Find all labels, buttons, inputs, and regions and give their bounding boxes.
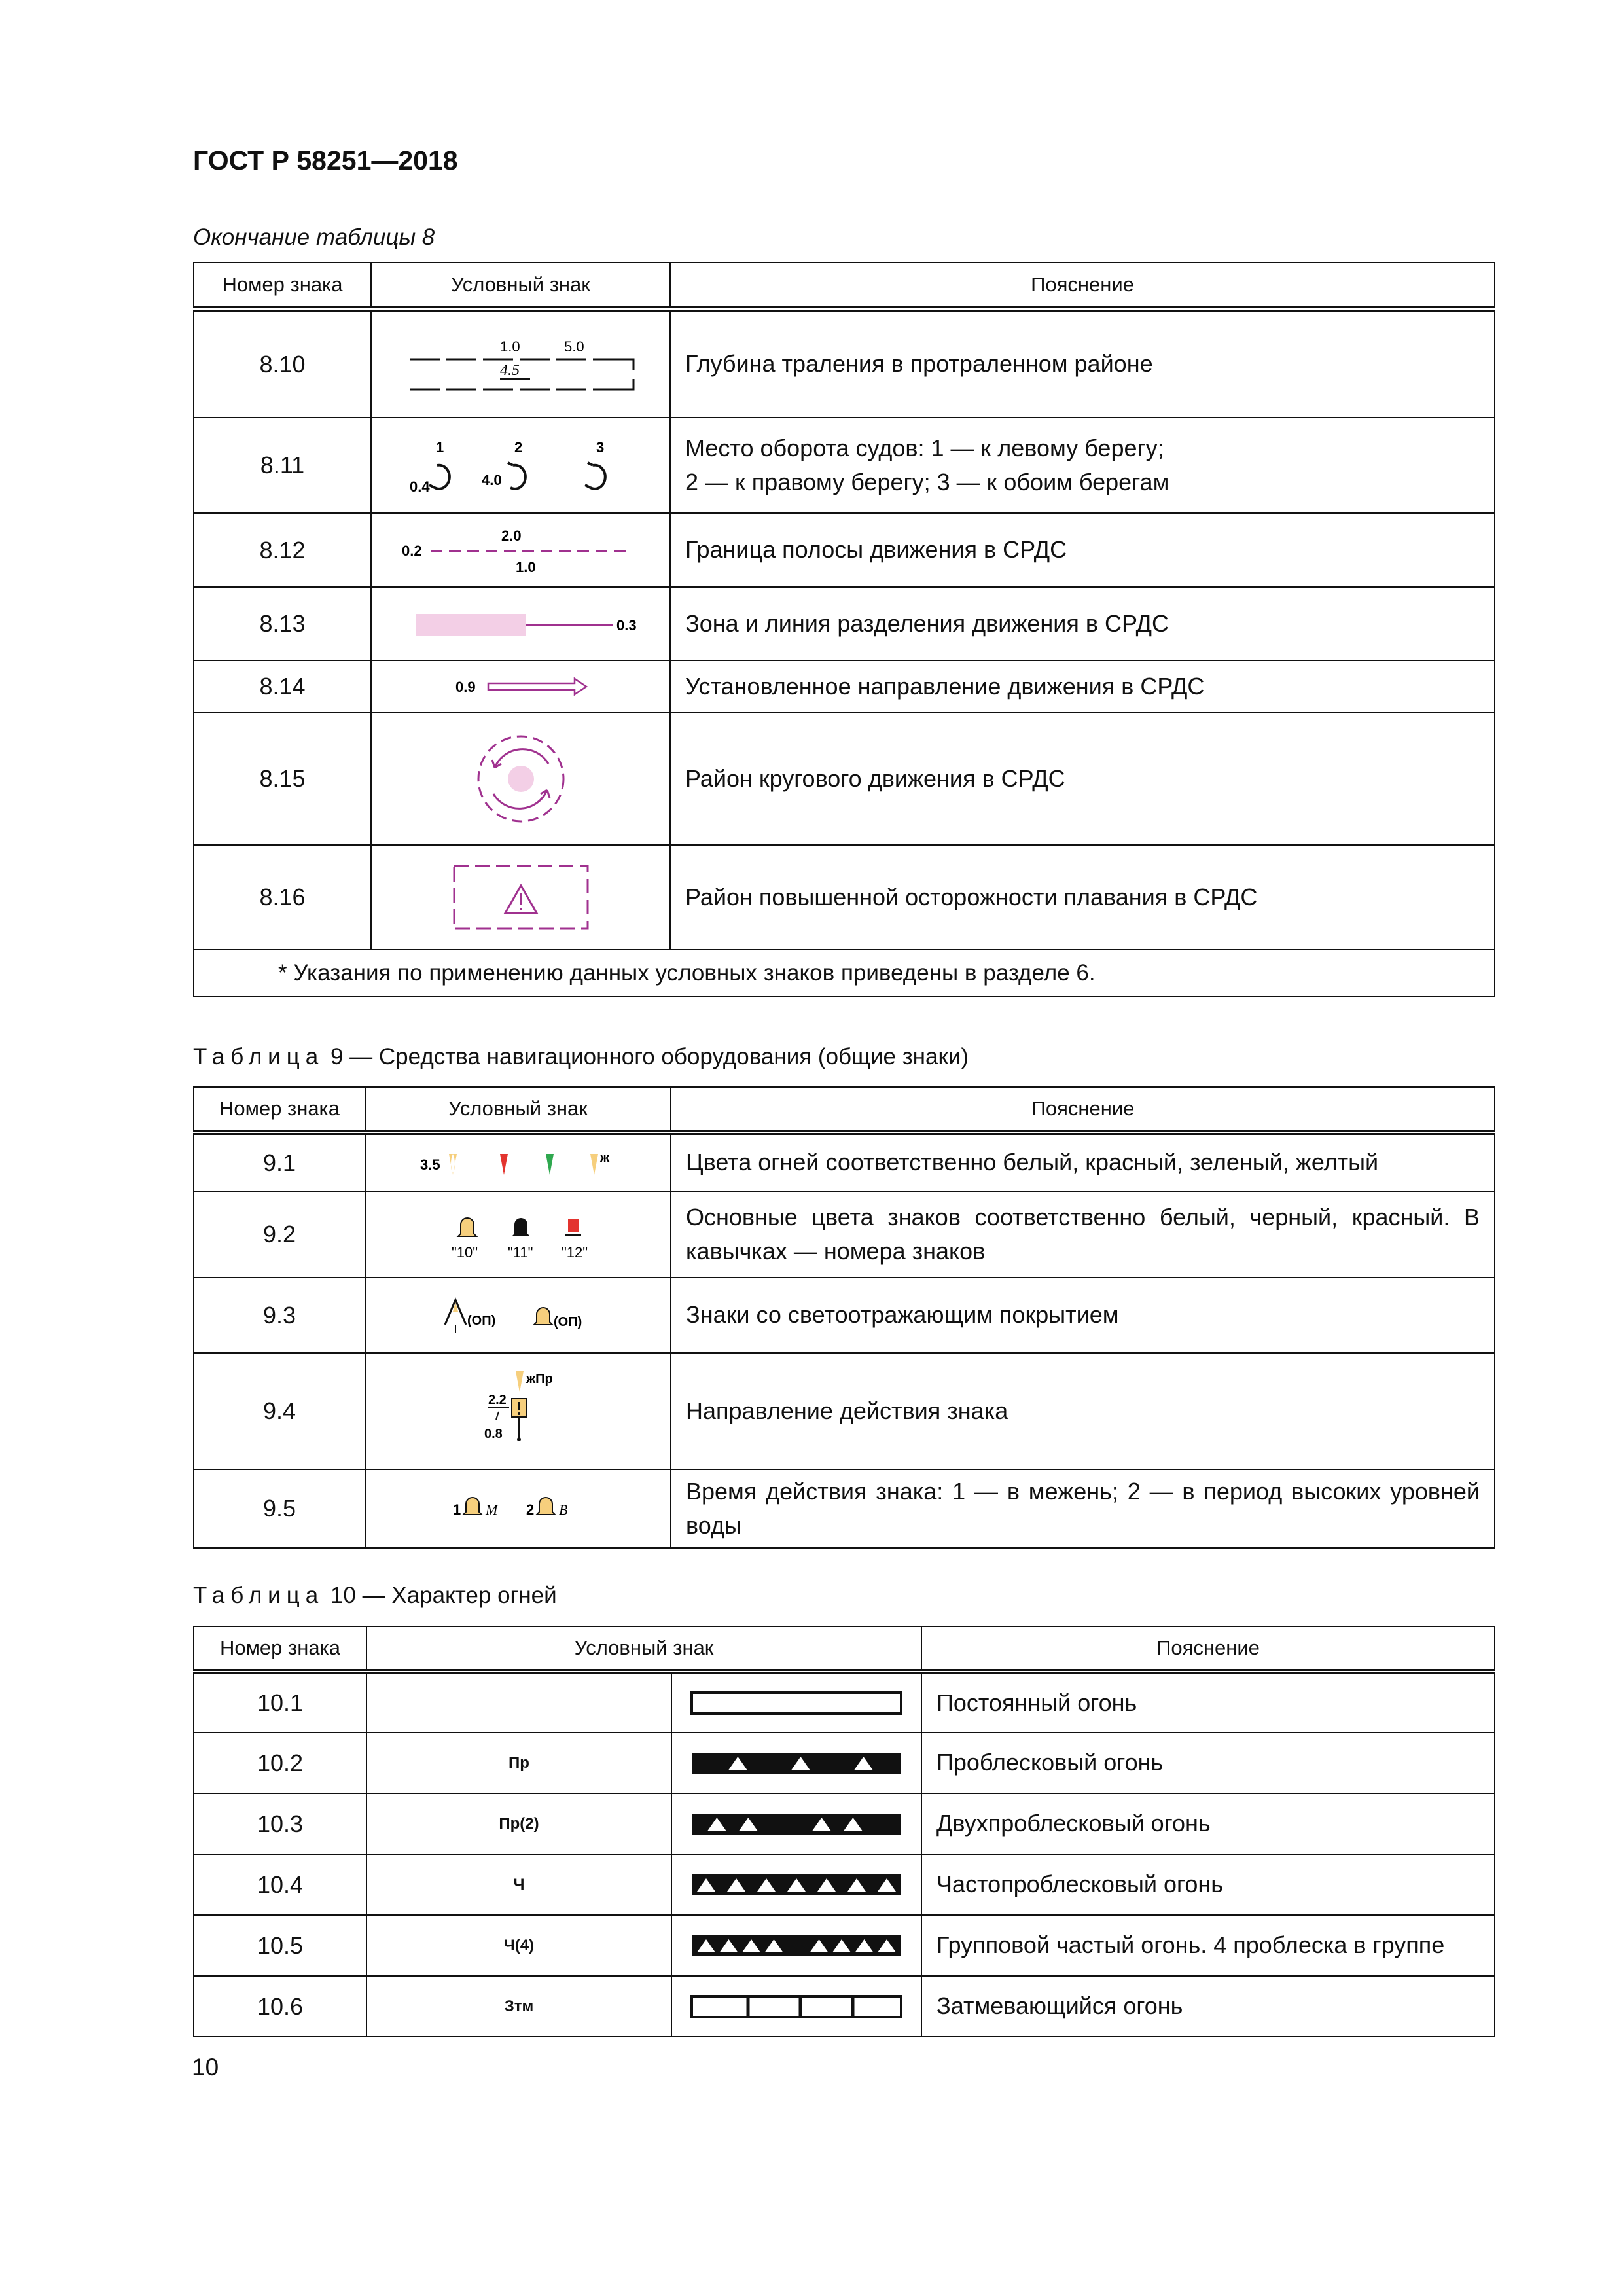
- sign-explanation: Район повышенной осторожности плавания в СРДС: [670, 845, 1495, 950]
- label: "11": [507, 1244, 533, 1261]
- sign-explanation: Основные цвета знаков соответственно белый, черный, красный. В кавычках — номера знаков: [671, 1191, 1495, 1278]
- explanation-line: 2 — к правому берегу; 3 — к обоим берегам: [685, 469, 1169, 495]
- label: 2: [526, 1501, 534, 1518]
- sign-explanation: Направление действия знака: [671, 1353, 1495, 1469]
- sign-number: 8.15: [194, 713, 371, 845]
- sign-explanation: [670, 418, 1495, 513]
- sign-symbol: [365, 1353, 671, 1469]
- table-row: [194, 1854, 1495, 1915]
- label: В: [558, 1501, 567, 1518]
- table-row: [194, 845, 1495, 950]
- sign-number: 9.3: [194, 1278, 365, 1353]
- sign-symbol: [371, 713, 670, 845]
- label: 5.0: [563, 338, 584, 355]
- sign-explanation: Двухпроблесковый огонь: [921, 1793, 1495, 1854]
- label: 0.2: [401, 542, 422, 559]
- sign-direction-symbol: [401, 1362, 636, 1460]
- label: 1: [452, 1501, 461, 1518]
- label: "12": [561, 1244, 588, 1261]
- light-character-cell: [671, 1672, 921, 1732]
- label: 0.8: [484, 1427, 503, 1441]
- light-character-strip: [688, 1689, 904, 1717]
- label: 0.3: [616, 617, 637, 634]
- label: 1: [435, 439, 444, 456]
- strip-frame: [692, 1693, 901, 1713]
- sign-explanation: Район кругового движения в СРДС: [670, 713, 1495, 845]
- light-colors-symbol: [401, 1143, 636, 1183]
- label: 0.4: [409, 478, 430, 495]
- document-header: ГОСТ Р 58251—2018: [193, 145, 458, 175]
- sign-number: 10.6: [194, 1976, 366, 2037]
- light-code: Пр: [366, 1732, 671, 1793]
- light-character-cell: [671, 1793, 921, 1854]
- table-row: [194, 309, 1495, 418]
- light-character-cell: [671, 1976, 921, 2037]
- white-sign-icon: [458, 1218, 476, 1236]
- table-header-row: [194, 262, 1495, 309]
- sign-number: 9.2: [194, 1191, 365, 1278]
- table-header-row: [194, 1626, 1495, 1672]
- light-character-cell: [671, 1854, 921, 1915]
- label: 4.0: [481, 472, 502, 488]
- light-code: [366, 1672, 671, 1732]
- light-character-cell: [671, 1732, 921, 1793]
- col-header-number: Номер знака: [194, 1626, 366, 1672]
- light-character-strip: [688, 1810, 904, 1839]
- sign-symbol: [371, 418, 670, 513]
- sign-symbol: [365, 1191, 671, 1278]
- table-row: [194, 418, 1495, 513]
- caption-text: 9 — Средства навигационного оборудования (общие знаки): [330, 1044, 969, 1069]
- turning-place-symbol: [397, 426, 645, 505]
- table8-caption: Окончание таблицы 8: [193, 224, 435, 250]
- table-footnote-row: [194, 950, 1495, 997]
- label: 1.0: [499, 338, 520, 355]
- table10-caption: [193, 1583, 557, 1609]
- caption-prefix: Таблица: [193, 1583, 325, 1608]
- table-row: [194, 1732, 1495, 1793]
- sign-number: 9.1: [194, 1132, 365, 1191]
- sign-symbol: [365, 1278, 671, 1353]
- col-header-symbol: Условный знак: [366, 1626, 921, 1672]
- yellow-light-icon: [590, 1154, 598, 1175]
- sign-number: 9.4: [194, 1353, 365, 1469]
- col-header-explanation: Пояснение: [921, 1626, 1495, 1672]
- turn-both-icon: [590, 465, 605, 489]
- col-header-symbol: Условный знак: [365, 1087, 671, 1132]
- strip-frame: [692, 1935, 901, 1956]
- sign-number: 10.4: [194, 1854, 366, 1915]
- roundabout-symbol: [397, 723, 645, 834]
- label: ж: [599, 1150, 609, 1165]
- label: жПр: [526, 1372, 553, 1386]
- table-row: [194, 513, 1495, 587]
- label: 4.5: [499, 361, 520, 379]
- sign-symbol: [371, 660, 670, 713]
- table-row: [194, 1278, 1495, 1353]
- sign-explanation: Проблесковый огонь: [921, 1732, 1495, 1793]
- label: 2: [514, 439, 522, 456]
- table-row: [194, 587, 1495, 660]
- light-character-strip: [688, 1931, 904, 1960]
- table-row: [194, 1191, 1495, 1278]
- red-sign-icon: [568, 1219, 579, 1232]
- sign-explanation: Граница полосы движения в СРДС: [670, 513, 1495, 587]
- caption-text: 10 — Характер огней: [330, 1583, 557, 1608]
- sign-number: 8.16: [194, 845, 371, 950]
- sign-number: 10.1: [194, 1672, 366, 1732]
- sign-number: 10.5: [194, 1915, 366, 1976]
- sign-explanation: Цвета огней соответственно белый, красный, зеленый, желтый: [671, 1132, 1495, 1191]
- col-header-number: Номер знака: [194, 262, 371, 309]
- explanation-line: Место оборота судов: 1 — к левому берегу;: [685, 434, 1164, 461]
- light-character-cell: [671, 1915, 921, 1976]
- table9-caption: [193, 1044, 969, 1070]
- table-row: [194, 1353, 1495, 1469]
- label: 2.2: [488, 1393, 507, 1407]
- traffic-direction-symbol: [397, 670, 645, 703]
- sign-explanation: Время действия знака: 1 — в межень; 2 — в период высоких уровней воды: [671, 1469, 1495, 1548]
- col-header-symbol: Условный знак: [371, 262, 670, 309]
- sign-explanation: Постоянный огонь: [921, 1672, 1495, 1732]
- white-light-icon: [449, 1154, 457, 1175]
- strip-frame: [692, 1996, 901, 2017]
- sign-explanation: Групповой частый огонь. 4 проблеска в группе: [921, 1915, 1495, 1976]
- sign-symbol: [371, 513, 670, 587]
- table-row: [194, 1469, 1495, 1548]
- label: (ОП): [467, 1313, 495, 1328]
- label: 2.0: [501, 527, 522, 544]
- arrow-right-icon: [488, 679, 586, 694]
- sign-number: 8.11: [194, 418, 371, 513]
- label: (ОП): [553, 1314, 582, 1329]
- turn-right-icon: [510, 465, 526, 489]
- table-row: [194, 713, 1495, 845]
- table-8: [193, 262, 1495, 997]
- table-row: [194, 1976, 1495, 2037]
- table-footnote: * Указания по применению данных условных знаков приведены в разделе 6.: [194, 950, 1495, 997]
- sign-symbol: [371, 309, 670, 418]
- light-character-strip: [688, 1992, 904, 2021]
- sign-number: 8.13: [194, 587, 371, 660]
- table-9: [193, 1086, 1495, 1549]
- sign-symbol: [371, 587, 670, 660]
- sign-explanation: Глубина траления в протраленном районе: [670, 309, 1495, 418]
- sign-period-symbol: [401, 1486, 636, 1532]
- caption-prefix: Таблица: [193, 1044, 325, 1069]
- sign-symbol: [365, 1469, 671, 1548]
- sign-number: 10.3: [194, 1793, 366, 1854]
- sign-explanation: Зона и линия разделения движения в СРДС: [670, 587, 1495, 660]
- table-row: [194, 1915, 1495, 1976]
- col-header-number: Номер знака: [194, 1087, 365, 1132]
- precautionary-area-symbol: [397, 858, 645, 937]
- red-light-icon: [500, 1154, 508, 1175]
- table-row: [194, 660, 1495, 713]
- light-character-strip: [688, 1871, 904, 1899]
- light-code: Зтм: [366, 1976, 671, 2037]
- sign-number: 8.10: [194, 309, 371, 418]
- sign-number: 9.5: [194, 1469, 365, 1548]
- light-character-strip: [688, 1749, 904, 1778]
- sign-symbol: [365, 1132, 671, 1191]
- sign-number: 8.14: [194, 660, 371, 713]
- sign-explanation: Затмевающийся огонь: [921, 1976, 1495, 2037]
- table-row: [194, 1132, 1495, 1191]
- reflective-coating-symbol: [401, 1289, 636, 1342]
- sign-number: 10.2: [194, 1732, 366, 1793]
- label: 3: [596, 439, 604, 456]
- sign-symbol: [371, 845, 670, 950]
- black-sign-icon: [512, 1218, 530, 1236]
- page-number: 10: [192, 2054, 219, 2081]
- traffic-lane-boundary-symbol: [397, 521, 645, 580]
- light-code: Ч(4): [366, 1915, 671, 1976]
- label: 3.5: [419, 1156, 440, 1173]
- sign-explanation: Знаки со светоотражающим покрытием: [671, 1278, 1495, 1353]
- col-header-explanation: Пояснение: [670, 262, 1495, 309]
- label: "10": [451, 1244, 478, 1261]
- table-row: [194, 1672, 1495, 1732]
- sign-explanation: Установленное направление движения в СРДС: [670, 660, 1495, 713]
- col-header-explanation: Пояснение: [671, 1087, 1495, 1132]
- light-code: Ч: [366, 1854, 671, 1915]
- table-row: [194, 1793, 1495, 1854]
- label: М: [485, 1501, 497, 1518]
- label: 1.0: [515, 558, 536, 575]
- green-light-icon: [546, 1154, 554, 1175]
- label: 0.9: [455, 679, 476, 695]
- turn-left-icon: [435, 465, 450, 489]
- table-header-row: [194, 1087, 1495, 1132]
- table-10: [193, 1626, 1495, 2037]
- light-code: Пр(2): [366, 1793, 671, 1854]
- sign-colors-symbol: [401, 1205, 636, 1264]
- sign-number: 8.12: [194, 513, 371, 587]
- strip-frame: [692, 1814, 901, 1835]
- separation-zone-symbol: [397, 601, 645, 647]
- swept-depth-symbol: [397, 325, 645, 404]
- sign-explanation: Частопроблесковый огонь: [921, 1854, 1495, 1915]
